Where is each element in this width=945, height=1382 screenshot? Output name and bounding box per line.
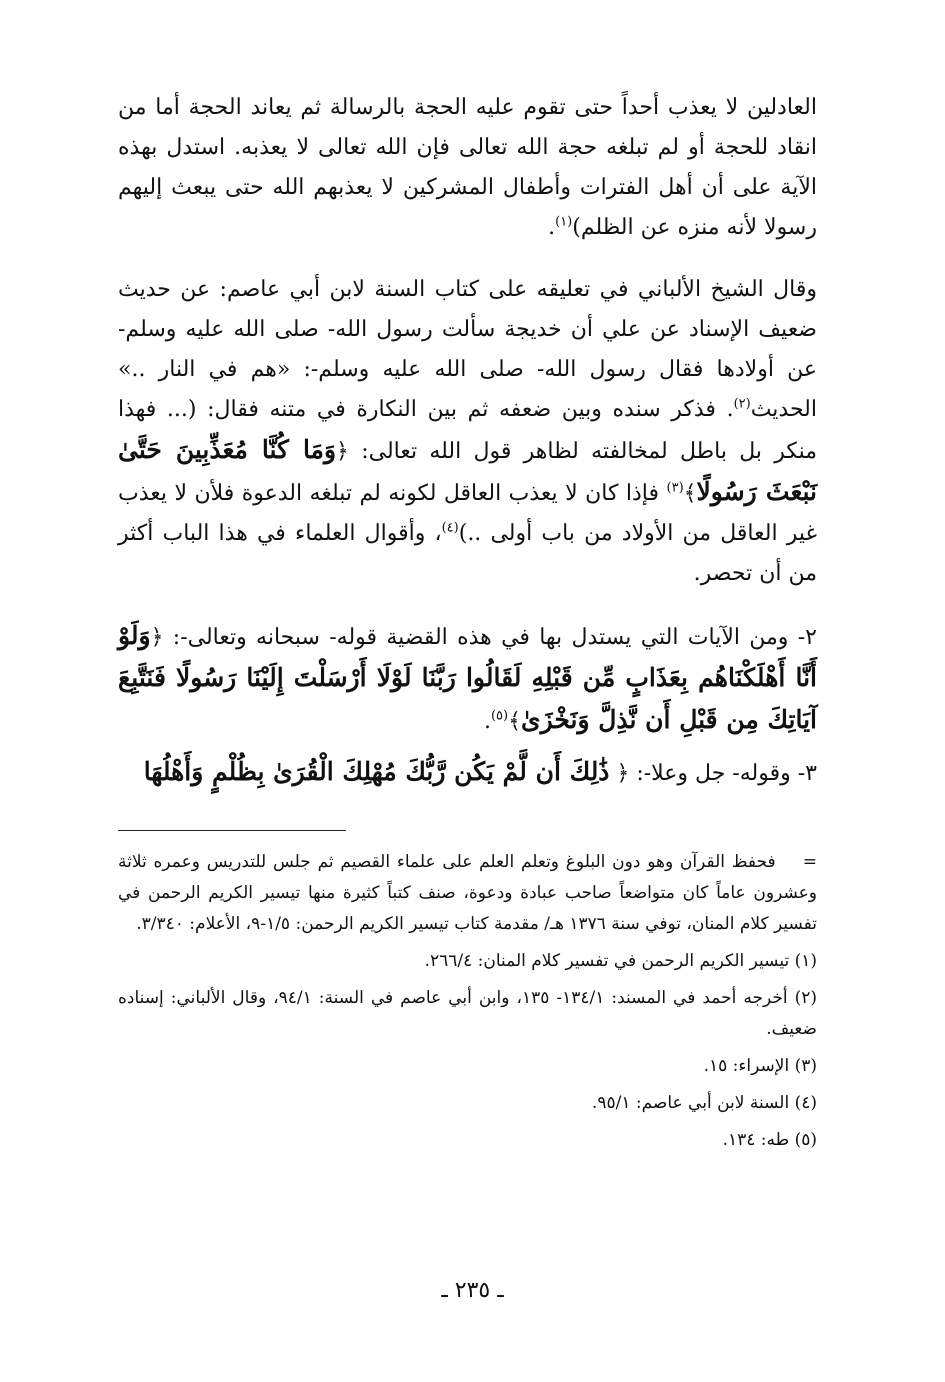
footnote-4: (٤) السنة لابن أبي عاصم: ٩٥/١. [591,1093,817,1113]
paragraph-2: وقال الشيخ الألباني في تعليقه على كتاب السنة لابن أبي عاصم: عن حديث ضعيف الإسناد عن علي أن خديجة سألت رسول الله- صلى الله عليه وسلم- عن أولادها فقال رسول الله- صلى الله عليه وسلم-: «هم في النار ..» الحديث$^{(٢)}$. فذكر سنده وبين ضعفه ثم بين النكارة في متنه فقال: (... فهذا منكر بل باطل لمخالفته لظاهر قول الله تعالى: ﴿وَمَا كُنَّا مُعَذِّبِينَ حَتَّىٰ نَبْعَثَ رَسُولًا﴾$^{(٣)}$ فإذا كان لا يعذب العاقل لكونه لم تبلغه الدعوة فلأن لا يعذب غير العاقل من الأولاد من باب أولى ..)$^{(٤)}$، وأقوال العلماء في هذا الباب أكثر من أن تحصر. [118,277,818,586]
footnote-ref-4[interactable]: (٤) [441,520,459,536]
footnotes [118,847,817,1156]
list-item-2: ٢- ومن الآيات التي يستدل بها في هذه القضية قوله- سبحانه وتعالى-: ﴿وَلَوْ أَنَّا أَهْلَكْنَاهُم بِعَذَابٍ مِّن قَبْلِهِ لَقَالُوا رَبَّنَا لَوْلَا أَرْسَلْتَ إِلَيْنَا رَسُولًا فَنَتَّبِعَ آيَاتِكَ مِن قَبْلِ أَن نَّذِلَّ وَنَخْزَىٰ﴾$^{(٥)}$. [118,621,817,734]
paragraph-1: العادلين لا يعذب أحداً حتى تقوم عليه الحجة بالرسالة ثم يعاند الحجة أما من انقاد للحجة أو لم تبلغه حجة الله تعالى فإن الله تعالى لا يعذبه. استدل بهذه الآية على أن أهل الفترات وأطفال المشركين لا يعذبهم الله حتى يبعث إليهم رسولا لأنه منزه عن الظلم)$^{(١)}$. [118,95,817,240]
quran-verse-isra: وَمَا كُنَّا مُعَذِّبِينَ حَتَّىٰ نَبْعَثَ رَسُولًا [118,435,818,506]
footnote-ref-5[interactable]: (٥) [490,708,509,724]
quran-verse-anam: ذَٰلِكَ أَن لَّمْ يَكُن رَّبُّكَ مُهْلِكَ الْقُرَىٰ بِظُلْمٍ وَأَهْلُهَا [143,757,610,786]
footnote-continuation: = فحفظ القرآن وهو دون البلوغ وتعلم العلم على علماء القصيم ثم جلس للتدريس وعمره ثلاثة وعشرون عاماً كان متواضعاً صاحب عبادة ودعوة، صنف كتباً كثيرة منها تيسير الكريم الرحمن في تفسير كلام المنان، توفي سنة ١٣٧٦ هـ/ مقدمة كتاب تيسير الكريم الرحمن: ١/٥-٩، الأعلام: ٣/٣٤٠. [118,852,817,934]
main-text [118,88,817,794]
footnote-ref-2[interactable]: (٢) [733,396,751,412]
list-item-3: ٣- وقوله- جل وعلا-: ﴿ ذَٰلِكَ أَن لَّمْ يَكُن رَّبُّكَ مُهْلِكَ الْقُرَىٰ بِظُلْمٍ وَأَهْلُهَا [143,757,817,786]
page-number: ـ ٢٣٥ ـ [441,1278,504,1303]
footnote-1: (١) تيسير الكريم الرحمن في تفسير كلام المنان: ٢٦٦/٤. [424,951,817,971]
footnote-ref-1[interactable]: (١) [555,214,573,230]
quran-verse-taha: وَلَوْ أَنَّا أَهْلَكْنَاهُم بِعَذَابٍ مِّن قَبْلِهِ لَقَالُوا رَبَّنَا لَوْلَا أَرْسَلْتَ إِلَيْنَا رَسُولًا فَنَتَّبِعَ آيَاتِكَ مِن قَبْلِ أَن نَّذِلَّ وَنَخْزَىٰ [118,621,817,734]
footnote-ref-3[interactable]: (٣) [666,480,684,496]
footnote-2: (٢) أخرجه أحمد في المسند: ١٣٤/١- ١٣٥، وابن أبي عاصم في السنة: ٩٤/١، وقال الألباني: إسناده ضعيف. [118,988,818,1039]
footnote-5: (٥) طه: ١٣٤. [722,1130,817,1150]
footnote-3: (٣) الإسراء: ١٥. [703,1056,817,1076]
footnote-divider [118,830,346,831]
